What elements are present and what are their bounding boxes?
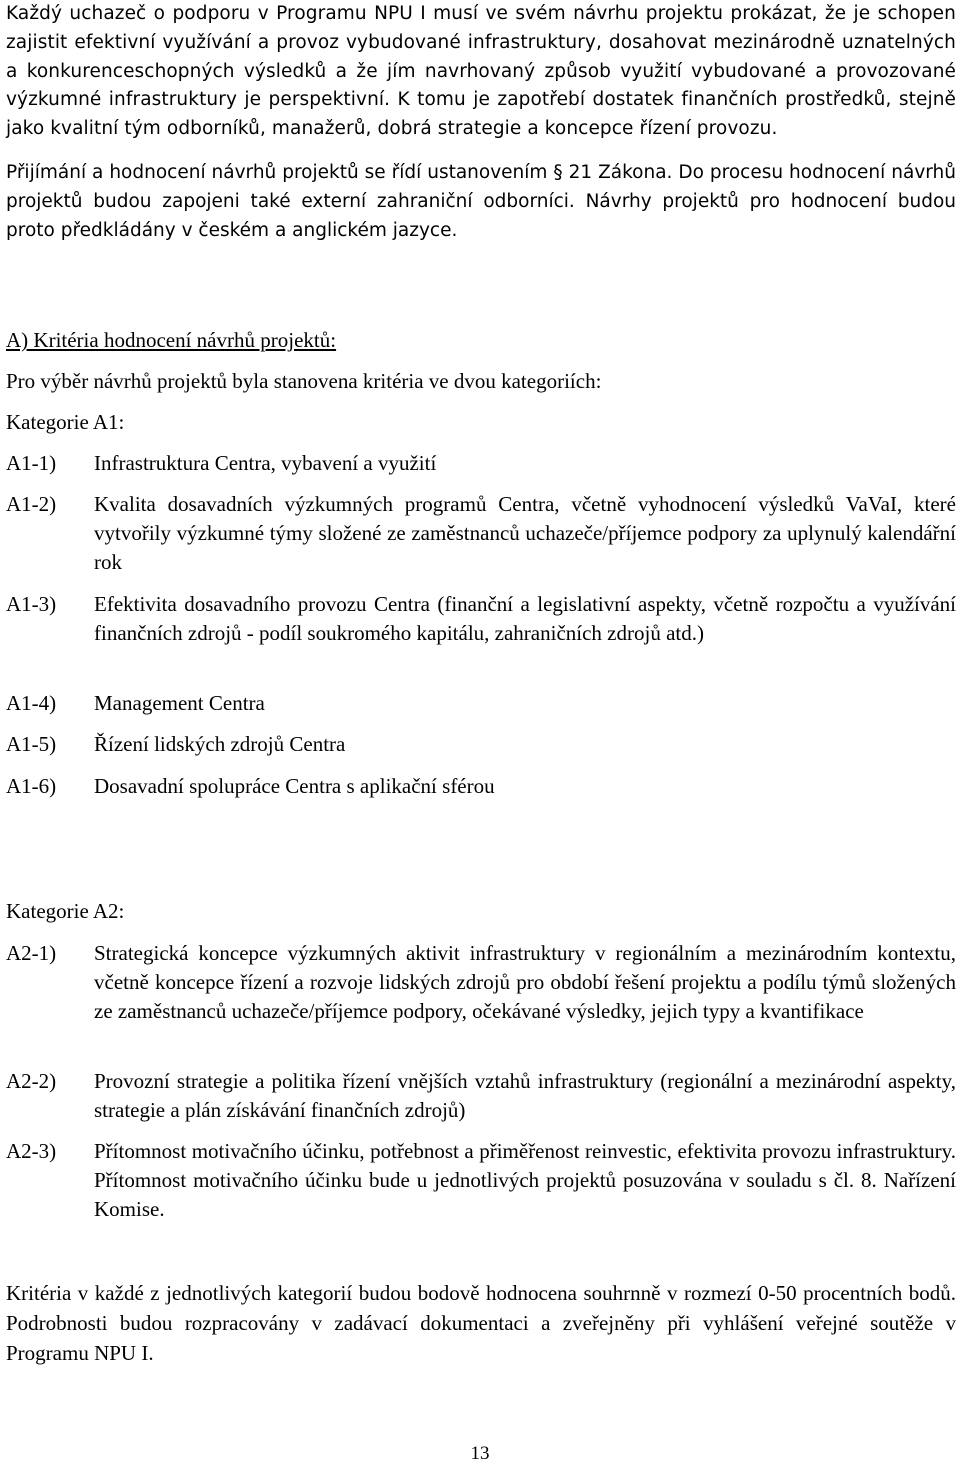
criterion-code: A2-2) (6, 1069, 57, 1093)
criterion-text: Provozní strategie a politika řízení vnějších vztahů infrastruktury (regionální a mezinárodní aspekty, strategie a plán získávání finančních zdrojů) (94, 1069, 956, 1122)
criterion-text: Infrastruktura Centra, vybavení a využití (94, 451, 437, 475)
page-number: 13 (470, 1443, 490, 1464)
intro-paragraph-1: Každý uchazeč o podporu v Programu NPU I musí ve svém návrhu projektu prokázat, že je schopen zajistit efektivní využívání a provoz vybudované infrastruktury, dosahovat mezinárodně uznatelných a konkurenceschopných výsledků a že jím navrhovaný způsob využití vybudované a provozované výzkumné infrastruktury je perspektivní. K tomu je zapotřebí dostatek finančních prostředků, stejně jako kvalitní tým odborníků, manažerů, dobrá strategie a koncepce řízení provozu. (6, 3, 956, 140)
category-a1-title: Kategorie A1: (6, 410, 125, 434)
closing-text: Kritéria v každé z jednotlivých kategorií budou bodově hodnocena souhrnně v rozmezí 0-50 procentních bodů. Podrobnosti budou rozpracovány v zadávací dokumentaci a zveřejněny při vyhlášení veřejné soutěže v Programu NPU I. (6, 1281, 956, 1365)
criterion-text: Řízení lidských zdrojů Centra (94, 732, 346, 756)
criterion-code: A1-3) (6, 592, 57, 616)
criterion-text: Strategická koncepce výzkumných aktivit infrastruktury v regionálním a mezinárodním kontextu, včetně koncepce řízení a rozvoje lidských zdrojů pro období řešení projektu a podílu týmů složených ze zaměstnanců uchazeče/příjemce podpory, očekávané výsledky, jejich typy a kvantifikace (94, 941, 956, 1023)
criterion-code: A1-6) (6, 774, 57, 798)
criterion-text: Přítomnost motivačního účinku, potřebnost a přiměřenost reinvestic, efektivita provozu infrastruktury. Přítomnost motivačního účinku bude u jednotlivých projektů posuzována v souladu s čl. 8. Nařízení Komise. (94, 1139, 956, 1221)
criterion-code: A1-4) (6, 691, 57, 715)
criterion-text: Kvalita dosavadních výzkumných programů Centra, včetně vyhodnocení výsledků VaVaI, které vytvořily výzkumné týmy složené ze zaměstnanců uchazeče/příjemce podpory za uplynulý kalendářní rok (94, 492, 956, 574)
criterion-text: Dosavadní spolupráce Centra s aplikační sférou (94, 774, 495, 798)
intro-section (6, 0, 956, 245)
intro-paragraph-2: Přijímání a hodnocení návrhů projektů se řídí ustanovením § 21 Zákona. Do procesu hodnocení návrhů projektů budou zapojeni také externí zahraniční odborníci. Návrhy projektů pro hodnocení budou proto předkládány v českém a anglickém jazyce. (6, 161, 956, 241)
criterion-code: A2-1) (6, 941, 57, 965)
criterion-code: A1-2) (6, 492, 57, 516)
criterion-code: A2-3) (6, 1139, 57, 1163)
criterion-code: A1-1) (6, 451, 57, 475)
criteria-heading: A) Kritéria hodnocení návrhů projektů: (6, 328, 337, 352)
criterion-text: Efektivita dosavadního provozu Centra (finanční a legislativní aspekty, včetně rozpočtu a využívání finančních zdrojů - podíl soukromého kapitálu, zahraničních zdrojů atd.) (94, 592, 956, 645)
criterion-code: A1-5) (6, 732, 57, 756)
category-a2-title: Kategorie A2: (6, 899, 125, 923)
criterion-text: Management Centra (94, 691, 265, 715)
closing-paragraph (6, 1278, 956, 1368)
criteria-subheading: Pro výběr návrhů projektů byla stanovena kritéria ve dvou kategoriích: (6, 369, 602, 393)
